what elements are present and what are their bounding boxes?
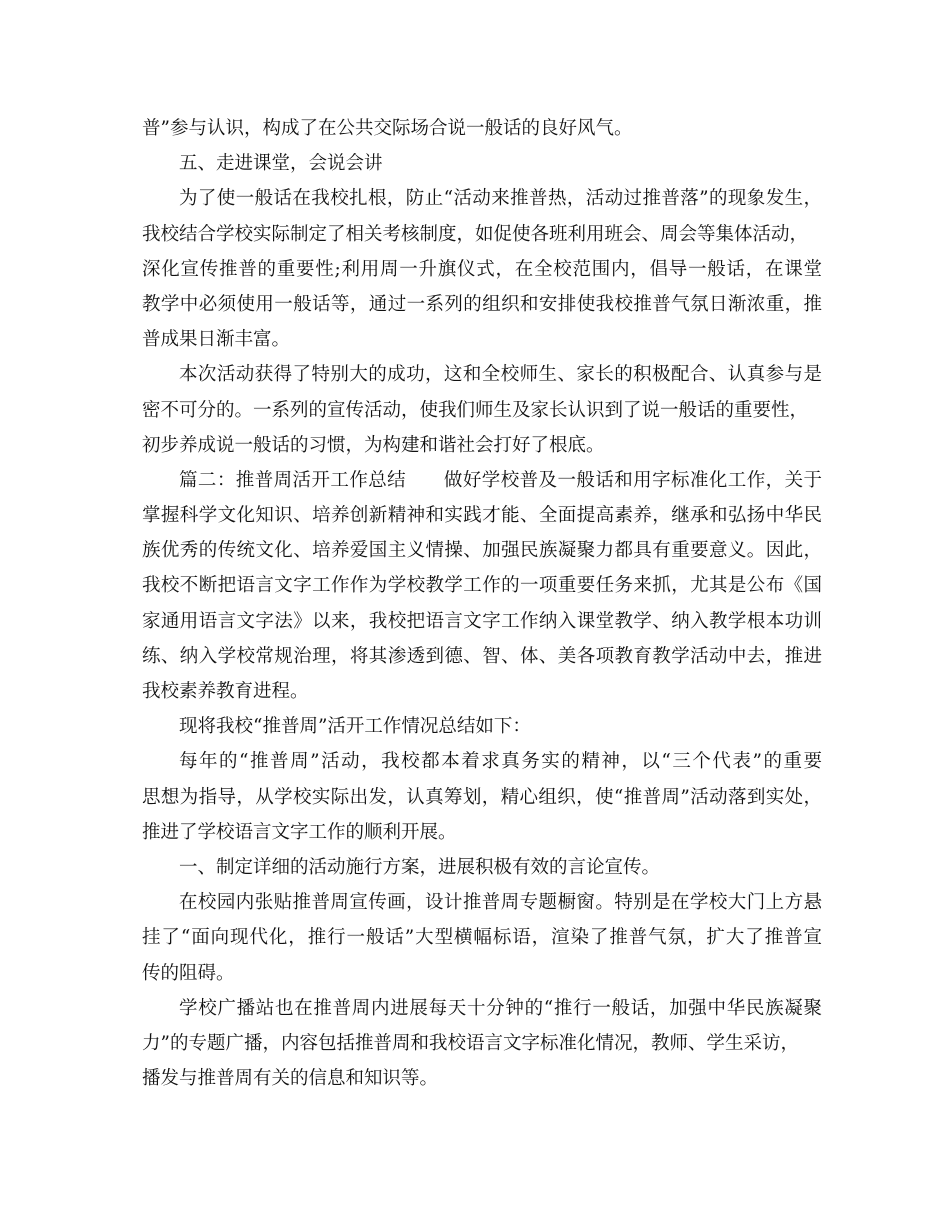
text-line: 现将我校“推普周”活开工作情况总结如下： [179, 716, 531, 738]
text-line: 教学中必须使用一般话等，通过一系列的组织和安排使我校推普气氛日渐浓重，推 [142, 293, 822, 315]
text-line: 本次活动获得了特别大的成功，这和全校师生、家长的积极配合、认真参与是 [179, 364, 822, 386]
text-line: 普成果日渐丰富。 [142, 329, 291, 351]
text-line: 深化宣传推普的重要性;利用周一升旗仪式，在全校范围内，倡导一般话，在课堂 [142, 258, 822, 280]
document-body [142, 111, 822, 1096]
text-line: 推进了学校语言文字工作的顺利开展。 [142, 821, 457, 843]
text-line: 每年的“推普周”活动，我校都本着求真务实的精神，以“三个代表”的重要 [179, 751, 822, 773]
text-line: 练、纳入学校常规治理，将其渗透到德、智、体、美各项教育教学活动中去，推进 [142, 645, 822, 667]
text-line: 族优秀的传统文化、培养爱国主义情操、加强民族凝聚力都具有重要意义。因此， [142, 540, 822, 562]
text-line: 学校广播站也在推普周内进展每天十分钟的“推行一般话，加强中华民族凝聚 [179, 997, 822, 1019]
text-line: 五、走进课堂，会说会讲 [179, 153, 383, 175]
text-line: 挂了“面向现代化，推行一般话”大型横幅标语，渲染了推普气氛，扩大了推普宣 [142, 927, 822, 949]
text-line: 传的阻碍。 [142, 962, 235, 984]
text-line: 篇二：推普周活开工作总结 做好学校普及一般话和用字标准化工作，关于 [179, 469, 822, 491]
text-line: 在校园内张贴推普周宣传画，设计推普周专题橱窗。特别是在学校大门上方悬 [179, 892, 822, 914]
text-line: 普”参与认识，构成了在公共交际场合说一般话的良好风气。 [142, 118, 633, 139]
text-line: 我校结合学校实际制定了相关考核制度，如促使各班利用班会、周会等集体活动， [142, 223, 809, 245]
text-line: 为了使一般话在我校扎根，防止“活动来推普热，活动过推普落”的现象发生， [179, 188, 822, 210]
text-line: 播发与推普周有关的信息和知识等。 [142, 1068, 439, 1090]
text-line: 家通用语言文字法》以来，我校把语言文字工作纳入课堂教学、纳入教学根本功训 [142, 610, 822, 632]
text-line: 力”的专题广播，内容包括推普周和我校语言文字标准化情况，教师、学生采访， [142, 1032, 799, 1054]
text-line: 掌握科学文化知识、培养创新精神和实践才能、全面提高素养，继承和弘扬中华民 [142, 505, 822, 527]
text-line: 我校素养教育进程。 [142, 681, 309, 702]
text-line: 思想为指导，从学校实际出发，认真筹划，精心组织，使“推普周”活动落到实处， [142, 786, 822, 808]
text-line: 我校不断把语言文字工作作为学校教学工作的一项重要任务来抓，尤其是公布《国 [142, 575, 822, 597]
text-line: 初步养成说一般话的习惯，为构建和谐社会打好了根底。 [142, 434, 605, 456]
text-line: 一、制定详细的活动施行方案，进展积极有效的言论宣传。 [179, 856, 661, 878]
text-line: 密不可分的。一系列的宣传活动，使我们师生及家长认识到了说一般话的重要性， [142, 399, 809, 421]
